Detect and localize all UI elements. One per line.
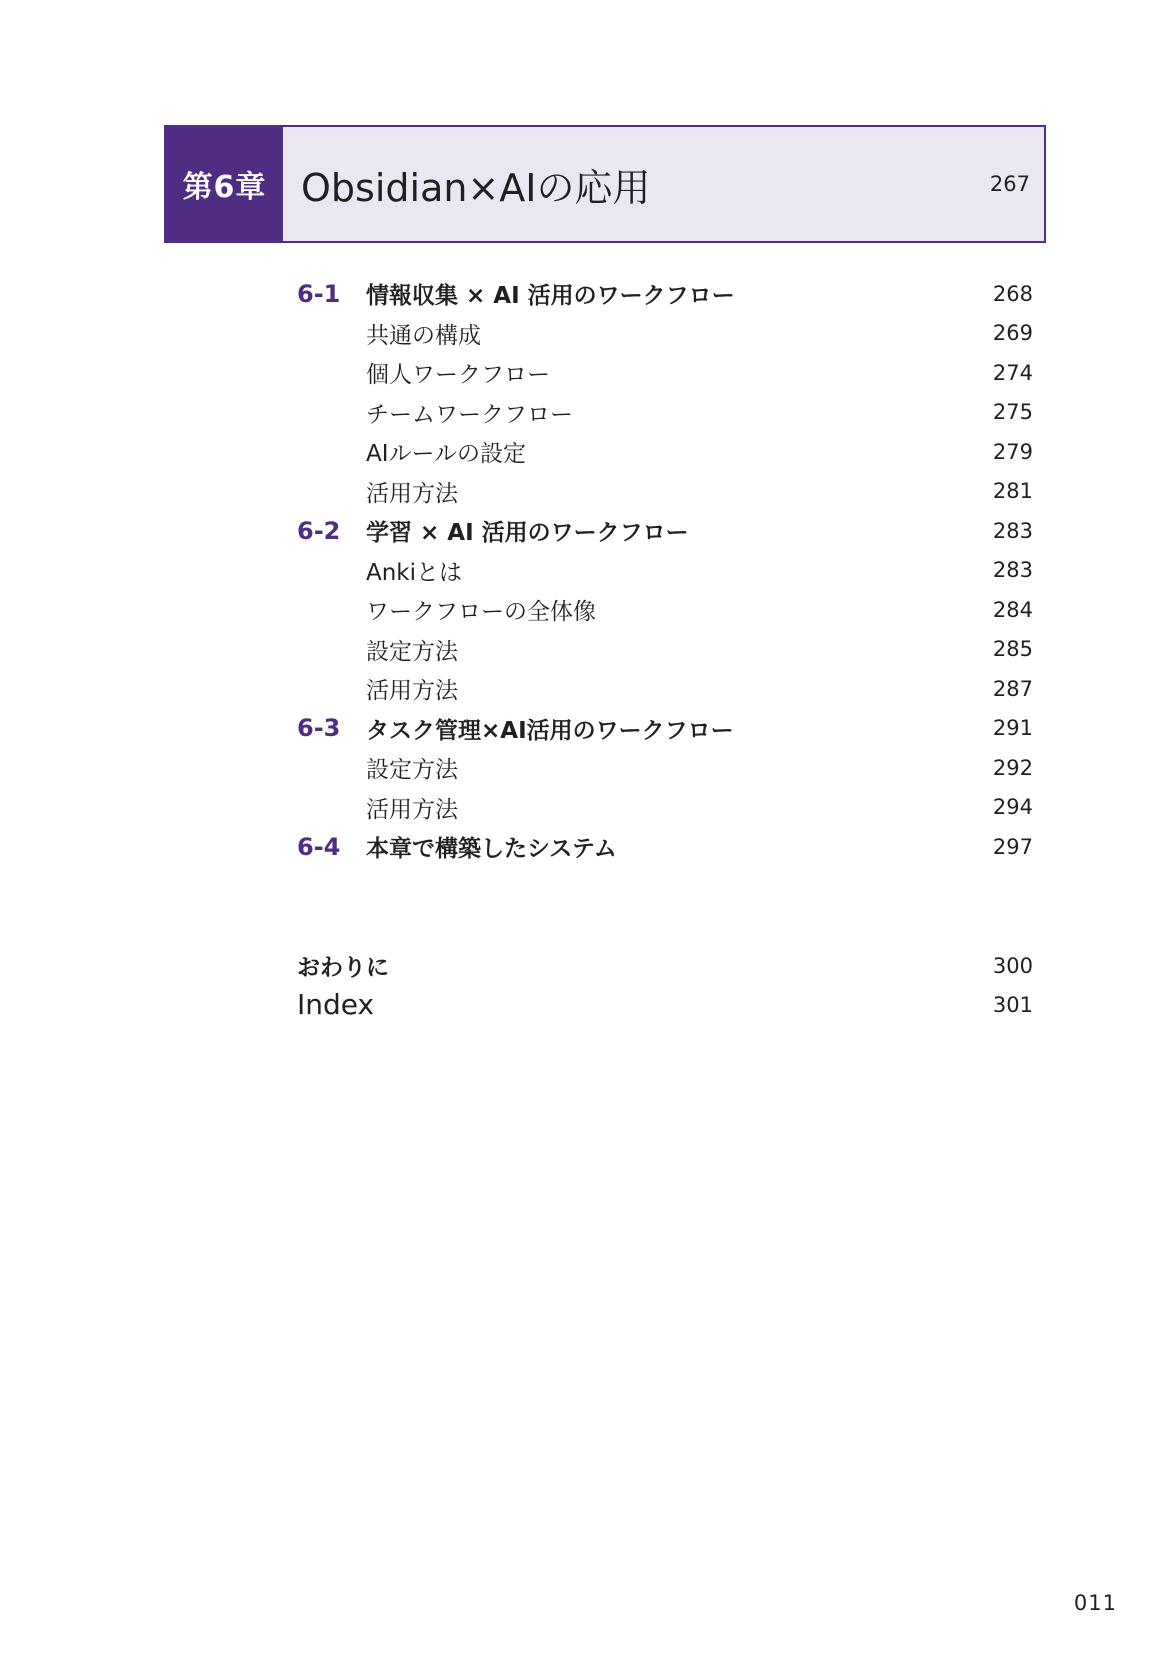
page-number: 268 <box>992 281 1033 306</box>
chapter-page-number: 267 <box>989 172 1030 196</box>
page-number: 269 <box>992 321 1033 346</box>
toc-subsection[interactable] <box>297 432 1033 472</box>
section-number: 6-2 <box>297 516 341 545</box>
page-number: 291 <box>992 716 1033 741</box>
chapter-title[interactable]: Obsidian×AIの応用 <box>301 165 651 210</box>
page-number: 301 <box>992 992 1033 1017</box>
chapter-header <box>164 125 1046 243</box>
subsection-title: 設定方法 <box>366 757 458 784</box>
page-number: 275 <box>992 400 1033 425</box>
toc-section-6-1[interactable] <box>297 274 1033 314</box>
index-title: Index <box>297 988 375 1021</box>
toc-subsection[interactable] <box>297 393 1033 433</box>
toc-index[interactable] <box>297 985 1033 1024</box>
toc-section-6-2[interactable] <box>297 511 1033 551</box>
subsection-title: 活用方法 <box>366 796 458 823</box>
subsection-title: 設定方法 <box>366 638 458 665</box>
subsection-title: 活用方法 <box>366 480 458 507</box>
afterword-title: おわりに <box>297 955 389 981</box>
page-number: 283 <box>992 558 1033 583</box>
page-number: 300 <box>992 953 1033 978</box>
page-number: 285 <box>992 637 1033 662</box>
page-number: 281 <box>992 479 1033 504</box>
section-number: 6-1 <box>297 279 341 308</box>
table-of-contents <box>297 274 1033 867</box>
page-folio: 011 <box>1073 1591 1117 1615</box>
section-title: タスク管理×AI活用のワークフロー <box>366 717 734 744</box>
toc-subsection[interactable] <box>297 748 1033 788</box>
subsection-title: 個人ワークフロー <box>366 362 550 389</box>
toc-subsection[interactable] <box>297 551 1033 591</box>
backmatter-list <box>297 946 1033 1024</box>
page-number: 297 <box>992 834 1033 859</box>
toc-subsection[interactable] <box>297 788 1033 828</box>
toc-afterword[interactable] <box>297 946 1033 985</box>
section-number: 6-3 <box>297 714 341 743</box>
toc-subsection[interactable] <box>297 314 1033 354</box>
section-title: 情報収集 × AI 活用のワークフロー <box>366 283 735 310</box>
subsection-title: 活用方法 <box>366 678 458 705</box>
subsection-title: チームワークフロー <box>366 401 573 428</box>
toc-subsection[interactable] <box>297 630 1033 670</box>
page-number: 294 <box>992 795 1033 820</box>
page-number: 283 <box>992 518 1033 543</box>
subsection-title: Ankiとは <box>366 559 463 586</box>
page-number: 292 <box>992 755 1033 780</box>
page-number: 279 <box>992 439 1033 464</box>
subsection-title: 共通の構成 <box>366 322 481 349</box>
chapter-label: 第6章 <box>166 127 283 241</box>
subsection-title: ワークフローの全体像 <box>366 599 596 626</box>
toc-subsection[interactable] <box>297 472 1033 512</box>
toc-section-6-4[interactable] <box>297 827 1033 867</box>
page-number: 274 <box>992 360 1033 385</box>
page-number: 284 <box>992 597 1033 622</box>
toc-subsection[interactable] <box>297 353 1033 393</box>
section-title: 本章で構築したシステム <box>366 836 617 863</box>
toc-section-6-3[interactable] <box>297 709 1033 749</box>
toc-subsection[interactable] <box>297 590 1033 630</box>
toc-subsection[interactable] <box>297 669 1033 709</box>
subsection-title: AIルールの設定 <box>366 441 527 468</box>
section-number: 6-4 <box>297 832 341 861</box>
page-number: 287 <box>992 676 1033 701</box>
section-title: 学習 × AI 活用のワークフロー <box>366 520 689 547</box>
